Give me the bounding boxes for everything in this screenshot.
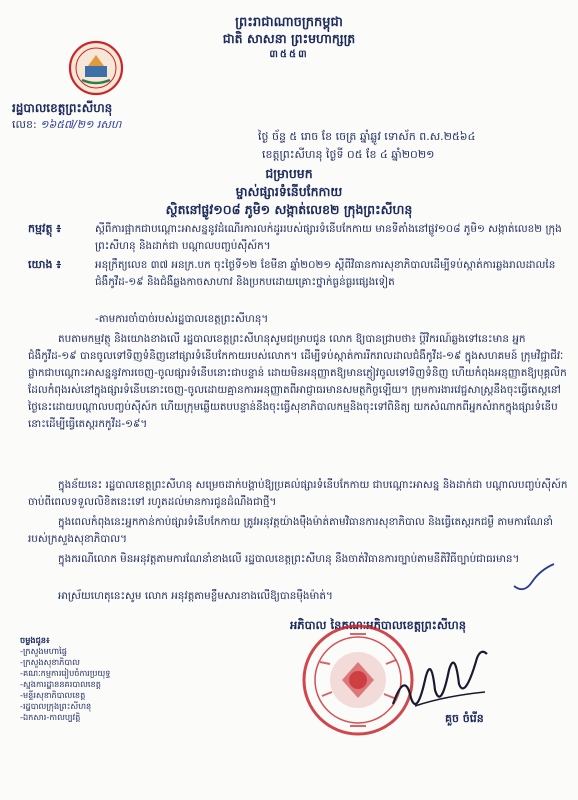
body-paragraph-4: ក្នុងករណីលោក មិនអនុវត្តតាមការណែនាំខាងលើ រដ្ឋបាលខេត្តព្រះសីហនុ នឹងចាត់វិធានការច្បាប់តាមនីតិវិធីច្បាប់ជាធរមាន។ xyxy=(58,553,520,565)
list-item: -មន្ទីរសុខាភិបាលខេត្ត xyxy=(20,690,86,700)
signatory-name: គួច ចំរើន xyxy=(445,712,484,725)
signatory-position: អភិបាល នៃគណៈអភិបាលខេត្តព្រះសីហនុ xyxy=(290,618,467,632)
subject-text: ស្តីពីការផ្អាកជាបណ្តោះអាសន្ននូវដំណើរការលក់ដូររបស់ផ្សារទំនើបកែកាយ មានទីតាំងនៅផ្លូវ១០៨ ភូមិ១ សង្កាត់លេខ២ ក្រុងព្រះសីហនុ និងដាក់ជា បណ្តាលបញ្ចប់ស៊ីស៍ក។ xyxy=(95,223,562,252)
reference-number xyxy=(12,118,121,134)
kingdom-heading: ព្រះរាជាណាចក្រកម្ពុជា xyxy=(235,15,343,30)
province-seal-logo xyxy=(68,40,124,96)
copy-distribution-list xyxy=(20,635,170,723)
ref-value: ១៦៥៧/២១ រសហ xyxy=(40,118,122,131)
list-item: -ឯកសារ-កាលប្បវត្តិ xyxy=(20,712,81,722)
reference-extra: -តាមការចាំបាច់របស់រដ្ឋបាលខេត្តព្រះសីហនុ។ xyxy=(95,313,269,325)
list-item: -ក្រសួងសុខាភិបាល xyxy=(20,657,80,667)
reference-text: អនុក្រឹត្យលេខ ៣៧ អនក្រ.បក ចុះថ្ងៃទី១២ ខែមីនា ឆ្នាំ២០២១ ស្តីពីវិធានការសុខាភិបាលដើម្បីទប់ស្កាត់ការឆ្លងរាលដាលនៃជំងឺកូវីដ-១៩ និងជំងឺឆ្លងកាចសាហាវ និងប្រកបដោយគ្រោះថ្នាក់ធ្ងន់ធ្ងរផ្សេងទៀត xyxy=(95,259,556,288)
subject-label: កម្មវត្ថុ ៖ xyxy=(28,222,62,235)
ref-label: លេខ: xyxy=(12,118,37,131)
header-ornament: ៣៥៥៣ xyxy=(269,49,309,60)
closing-paragraph: អាស្រ័យហេតុនេះសូម លោក អនុវត្តតាមខ្លឹមសារខាងលើឱ្យបានមុឺងម៉ាត់។ xyxy=(58,590,333,602)
cc-heading: ចម្លងជូន៖ xyxy=(20,635,50,645)
issuing-authority: រដ្ឋបាលខេត្តព្រះសីហនុ xyxy=(12,101,113,115)
body-paragraph-3: ក្នុងពេលកំពុងនេះអ្នកកាន់កាប់ផ្សារទំនើបកែកាយ ត្រូវអនុវត្តយ៉ាងម៉ឺងម៉ាត់តាមវិធានការសុខាភិបាល និងធ្វើតេស្តរកជម្ងឺ តាមការណែនាំរបស់ក្រសួងសុខាភិបាល។ xyxy=(28,516,553,545)
reference-label: យោង ៖ xyxy=(28,258,62,271)
body-paragraph-2: ក្នុងន័យនេះ រដ្ឋបាលខេត្តព្រះសីហនុ សម្រេចដាក់បង្គាប់ឱ្យប្រគល់ផ្សារទំនើបកែកាយ ជាបណ្តោះអាសន្ន និងដាក់ជា បណ្តាលបញ្ចប់ស៊ីស៍ក ចាប់ពីពេលទទួលលិខិតនេះទៅ រហូតដល់មានការជូនដំណឹងជាថ្មី។ xyxy=(28,479,568,508)
national-motto: ជាតិ សាសនា ព្រះមហាក្សត្រ xyxy=(222,31,356,46)
lunar-date: ថ្ងៃ ច័ន្ទ ៥ រោច ខែ ចេត្រ ឆ្នាំឆ្លូវ ទោស័ក ព.ស.២៥៦៤ xyxy=(258,130,476,143)
list-item: -ស្នងការដ្ឋាននគរបាលខេត្ត xyxy=(20,679,101,689)
pen-mark-icon xyxy=(510,560,558,600)
letter-salutation: ជម្រាបមក xyxy=(265,166,313,181)
body-paragraph-1: តបតាមកម្មវត្ថុ និងយោងខាងលើ រដ្ឋបាលខេត្តព្រះសីហនុសូមជម្រាបជូន លោក ឱ្យបានជ្រាបថា៖ ប្តីវិករណ៍ឆ្លងទៅនេះមាន អ្នកជំងឺកូវីដ-១៩ បានចូលទៅទិញទំនិញនៅផ្សារទំនើបកែកាយរបស់លោក។ ដើម្បីទប់ស្កាត់ការរីករាលដាលជំងឺកូវីដ-១៩ ក្នុងសហគមន៍ ក្រុមវិជ្ជាជីវៈ ផ្លាកជាបណ្តោះអាសន្ននូវការចេញ-ចូលផ្សារទំនើបនោះជាបន្ទាន់ ដោយមិនអនុញ្ញាតឱ្យមានភ្ញៀវចូលទៅទិញទំនិញ ហើយកំពុងអនុញ្ញាតឱ្យបុគ្គលិកដែលកំពុងរស់នៅក្នុងផ្សារទំនើបនោះចេញ-ចូលដោយគ្មានការអនុញ្ញាតពីអាជ្ញាធរមានសមត្ថកិច្ចឡើយ។ ក្រុមការងារវេជ្ជសាស្ត្រនឹងចុះធ្វើតេស្តនៅថ្ងៃនេះដោយបណ្តាលបញ្ចប់ស៊ីស៍ក ហើយក្រុមឆ្លើយតបបន្ទាន់នឹងចុះធ្វើសុខាភិបាលកម្មនិងចុះទៅពិនិត្យ យកសំណាកពីអ្នកសំរាកក្នុងផ្សារទំនើបនោះដើម្បីធ្វើតេស្តរកកូវីដ-១៩។ xyxy=(28,333,567,430)
solar-date: ខេត្តព្រះសីហនុ ថ្ងៃទី ០៥ ខែ ៤ ឆ្នាំ២០២១ xyxy=(262,148,435,161)
list-item: -គណៈកម្មការរៀបចំការប្រយុទ្ធ xyxy=(20,668,111,678)
list-item: -រដ្ឋបាលក្រុងព្រះសីហនុ xyxy=(20,701,92,711)
letter-recipient: ម្ចាស់ផ្សារទំនើបកែកាយ xyxy=(235,184,343,199)
list-item: -ក្រសួងមហាផ្ទៃ xyxy=(20,646,67,656)
recipient-address: ស្ថិតនៅផ្លូវ១០៨ ភូមិ១ សង្កាត់លេខ២ ក្រុងព្រះសីហនុ xyxy=(165,202,413,217)
